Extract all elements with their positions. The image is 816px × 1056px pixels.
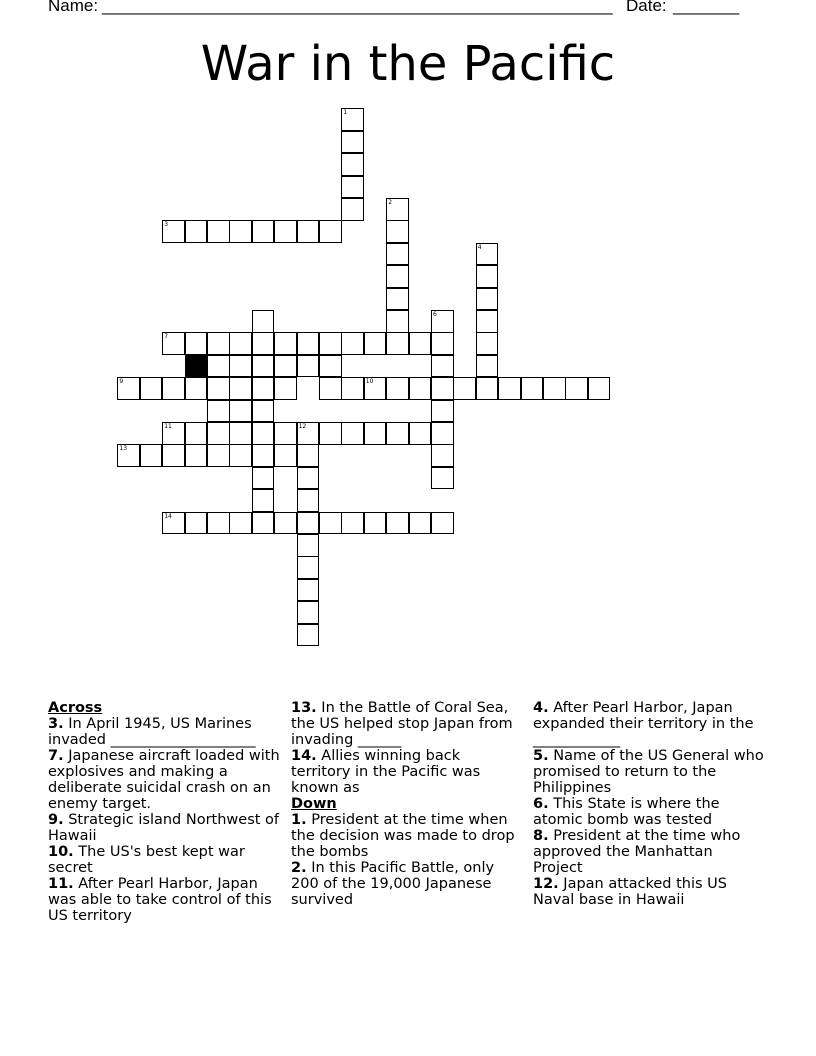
- crossword-cell[interactable]: [229, 220, 252, 243]
- crossword-cell[interactable]: [140, 444, 163, 467]
- across-heading: Across: [48, 700, 103, 716]
- crossword-cell[interactable]: [409, 512, 432, 535]
- crossword-cell[interactable]: [386, 243, 409, 266]
- clue-across-13: 13. In the Battle of Coral Sea, the US helped stop Japan from invading ______: [291, 700, 513, 748]
- crossword-cell[interactable]: [297, 444, 320, 467]
- crossword-cell[interactable]: [476, 377, 499, 400]
- crossword-cell[interactable]: [185, 512, 208, 535]
- crossword-cell[interactable]: [521, 377, 544, 400]
- crossword-cell[interactable]: [274, 422, 297, 445]
- crossword-cell[interactable]: [252, 444, 275, 467]
- crossword-cell[interactable]: [341, 131, 364, 154]
- crossword-cell[interactable]: [476, 243, 499, 266]
- crossword-cell[interactable]: [386, 198, 409, 221]
- crossword-cell[interactable]: [431, 377, 454, 400]
- crossword-cell[interactable]: [319, 355, 342, 378]
- clue-down-8: 8. President at the time who approved the Manhattan Project: [533, 828, 741, 876]
- crossword-cell[interactable]: [185, 332, 208, 355]
- crossword-cell[interactable]: [476, 288, 499, 311]
- crossword-cell[interactable]: [252, 355, 275, 378]
- clue-number: 10: [365, 378, 374, 386]
- crossword-cell[interactable]: [252, 310, 275, 333]
- clue-number: 9: [119, 378, 124, 386]
- clue-down-2: 2. In this Pacific Battle, only 200 of the 19,000 Japanese survived: [291, 860, 495, 908]
- crossword-cell[interactable]: [431, 332, 454, 355]
- crossword-cell[interactable]: [588, 377, 611, 400]
- crossword-cell[interactable]: [185, 444, 208, 467]
- crossword-cell[interactable]: [319, 377, 342, 400]
- crossword-cell[interactable]: [185, 220, 208, 243]
- crossword-cell[interactable]: [409, 377, 432, 400]
- crossword-cell[interactable]: [140, 377, 163, 400]
- black-cell: [185, 355, 208, 378]
- crossword-cell[interactable]: [252, 220, 275, 243]
- crossword-cell[interactable]: [229, 512, 252, 535]
- clue-number: 14: [164, 512, 172, 520]
- crossword-cell[interactable]: [117, 377, 140, 400]
- clue-number: 7: [164, 333, 169, 341]
- crossword-cell[interactable]: [386, 332, 409, 355]
- crossword-cell[interactable]: [364, 422, 387, 445]
- crossword-cell[interactable]: [252, 512, 275, 535]
- crossword-cell[interactable]: [431, 355, 454, 378]
- crossword-cell[interactable]: [252, 332, 275, 355]
- crossword-cell[interactable]: [207, 377, 230, 400]
- crossword-cell[interactable]: [409, 332, 432, 355]
- clue-number: 11: [164, 423, 172, 430]
- crossword-cell[interactable]: [229, 400, 252, 423]
- crossword-cell[interactable]: [162, 377, 185, 400]
- crossword-cell[interactable]: [297, 467, 320, 490]
- crossword-cell[interactable]: [252, 400, 275, 423]
- crossword-cell[interactable]: [229, 377, 252, 400]
- crossword-cell[interactable]: [297, 489, 320, 512]
- crossword-cell[interactable]: [341, 176, 364, 199]
- crossword-cell[interactable]: [297, 422, 320, 445]
- clue-across-11: 11. After Pearl Harbor, Japan was able to take control of this US territory: [48, 876, 272, 924]
- clue-down-6: 6. This State is where the atomic bomb was tested: [533, 796, 720, 828]
- crossword-cell[interactable]: [565, 377, 588, 400]
- crossword-cell[interactable]: [207, 512, 230, 535]
- crossword-cell[interactable]: [162, 422, 185, 445]
- crossword-cell[interactable]: [341, 108, 364, 131]
- clue-number: 3: [164, 221, 169, 229]
- crossword-cell[interactable]: [297, 556, 320, 579]
- clue-down-1: 1. President at the time when the decision was made to drop the bombs: [291, 812, 515, 860]
- crossword-cell[interactable]: [431, 467, 454, 490]
- crossword-cell[interactable]: [229, 355, 252, 378]
- crossword-cell[interactable]: [297, 624, 320, 647]
- crossword-cell[interactable]: [207, 220, 230, 243]
- crossword-cell[interactable]: [274, 444, 297, 467]
- crossword-cell[interactable]: [453, 377, 476, 400]
- down-heading: Down: [291, 796, 337, 812]
- clue-number: 6: [433, 311, 437, 318]
- name-label: Name:: [48, 0, 103, 15]
- crossword-cell[interactable]: [229, 422, 252, 445]
- crossword-cell[interactable]: [319, 512, 342, 535]
- clue-across-10: 10. The US's best kept war secret: [48, 844, 245, 876]
- crossword-cell[interactable]: [341, 198, 364, 221]
- crossword-cell[interactable]: [386, 288, 409, 311]
- crossword-cell[interactable]: [364, 332, 387, 355]
- crossword-cell[interactable]: [207, 355, 230, 378]
- crossword-cell[interactable]: [341, 377, 364, 400]
- crossword-cell[interactable]: [274, 332, 297, 355]
- crossword-cell[interactable]: [297, 601, 320, 624]
- clue-across-9: 9. Strategic island Northwest of Hawaii: [48, 812, 280, 844]
- clue-number: 12: [298, 423, 307, 430]
- clue-number: 13: [119, 445, 128, 453]
- crossword-cell[interactable]: [207, 332, 230, 355]
- crossword-cell[interactable]: [364, 377, 387, 400]
- clue-across-3: 3. In April 1945, US Marines invaded ____________________: [48, 716, 256, 748]
- crossword-cell[interactable]: [229, 444, 252, 467]
- crossword-cell[interactable]: [341, 422, 364, 445]
- crossword-cell[interactable]: [319, 332, 342, 355]
- clue-number: 2: [388, 199, 393, 206]
- clue-down-4: 4. After Pearl Harbor, Japan expanded their territory in the ____________: [533, 700, 754, 748]
- crossword-cell[interactable]: [341, 153, 364, 176]
- crossword-cell[interactable]: [476, 332, 499, 355]
- crossword-cell[interactable]: [117, 444, 140, 467]
- crossword-cell[interactable]: [185, 377, 208, 400]
- date-line[interactable]: _______: [673, 0, 740, 15]
- crossword-cell[interactable]: [386, 265, 409, 288]
- crossword-cell[interactable]: [386, 310, 409, 333]
- crossword-cell[interactable]: [162, 444, 185, 467]
- crossword-cell[interactable]: [386, 377, 409, 400]
- crossword-cell[interactable]: [252, 422, 275, 445]
- crossword-cell[interactable]: [162, 332, 185, 355]
- crossword-cell[interactable]: [341, 512, 364, 535]
- crossword-cell[interactable]: [431, 400, 454, 423]
- name-line[interactable]: ______________________________________________________: [102, 0, 613, 15]
- crossword-cell[interactable]: [252, 467, 275, 490]
- clue-down-5: 5. Name of the US General who promised to return to the Philippines: [533, 748, 764, 796]
- crossword-cell[interactable]: [274, 220, 297, 243]
- crossword-cell[interactable]: [207, 422, 230, 445]
- crossword-cell[interactable]: [252, 489, 275, 512]
- crossword-cell[interactable]: [341, 332, 364, 355]
- date-label: Date:: [626, 0, 672, 15]
- crossword-cell[interactable]: [207, 444, 230, 467]
- crossword-cell[interactable]: [386, 220, 409, 243]
- crossword-cell[interactable]: [476, 310, 499, 333]
- crossword-cell[interactable]: [431, 444, 454, 467]
- clues-column-1: [48, 700, 280, 924]
- crossword-cell[interactable]: [297, 332, 320, 355]
- crossword-cell[interactable]: [319, 220, 342, 243]
- crossword-cell[interactable]: [409, 422, 432, 445]
- crossword-cell[interactable]: [297, 512, 320, 535]
- crossword-cell[interactable]: [162, 512, 185, 535]
- crossword-cell[interactable]: [297, 355, 320, 378]
- crossword-cell[interactable]: [297, 534, 320, 557]
- crossword-cell[interactable]: [543, 377, 566, 400]
- crossword-cell[interactable]: [162, 220, 185, 243]
- crossword-cell[interactable]: [274, 512, 297, 535]
- crossword-cell[interactable]: [364, 512, 387, 535]
- crossword-cell[interactable]: [386, 512, 409, 535]
- crossword-cell[interactable]: [185, 422, 208, 445]
- crossword-cell[interactable]: [386, 422, 409, 445]
- clue-across-7: 7. Japanese aircraft loaded with explosives and making a deliberate suicidal crash on an enemy target.: [48, 748, 280, 812]
- crossword-cell[interactable]: [476, 355, 499, 378]
- clues-column-2: [291, 700, 523, 908]
- crossword-cell[interactable]: [207, 400, 230, 423]
- crossword-cell[interactable]: [498, 377, 521, 400]
- crossword-cell[interactable]: [319, 422, 342, 445]
- crossword-cell[interactable]: [274, 355, 297, 378]
- crossword-cell[interactable]: [297, 220, 320, 243]
- crossword-cell[interactable]: [431, 512, 454, 535]
- clue-number: 1: [343, 109, 348, 117]
- crossword-cell[interactable]: [476, 265, 499, 288]
- crossword-cell[interactable]: [431, 422, 454, 445]
- page-title: War in the Pacific: [200, 36, 616, 92]
- clue-number: 4: [477, 243, 482, 251]
- crossword-cell[interactable]: [229, 332, 252, 355]
- crossword-cell[interactable]: [252, 377, 275, 400]
- crossword-cell[interactable]: [274, 377, 297, 400]
- crossword-cell[interactable]: [297, 579, 320, 602]
- clue-across-14: 14. Allies winning back territory in the Pacific was known as: [291, 748, 481, 796]
- clue-down-12: 12. Japan attacked this US Naval base in Hawaii: [533, 876, 727, 908]
- crossword-cell[interactable]: [431, 310, 454, 333]
- clues-column-3: [533, 700, 765, 908]
